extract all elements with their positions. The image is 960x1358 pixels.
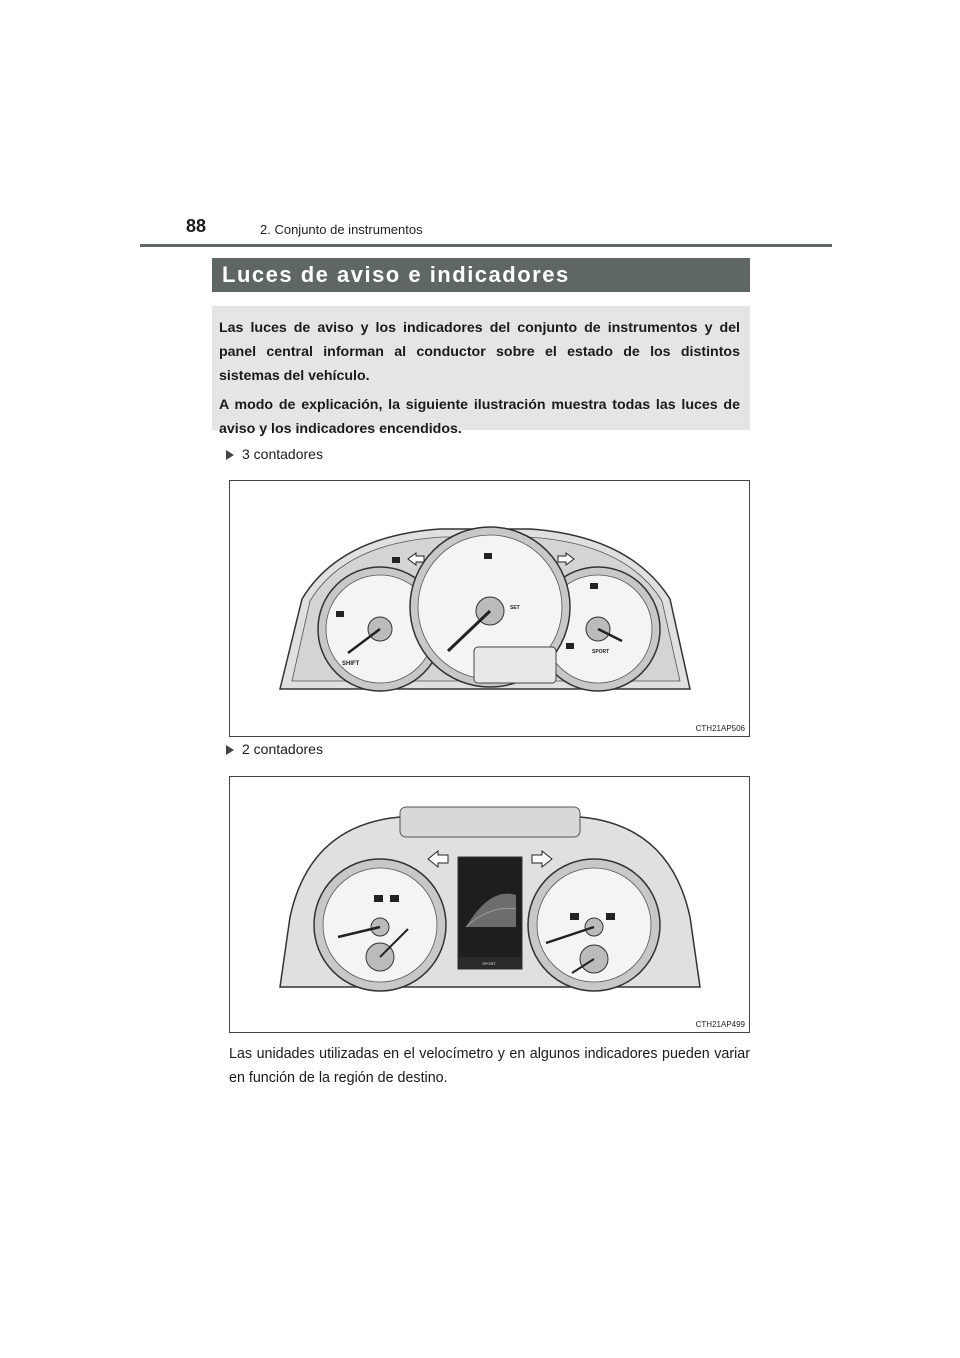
- triangle-bullet-icon: [226, 450, 234, 460]
- triangle-bullet-icon: [226, 745, 234, 755]
- sport-label: SPORT: [482, 961, 496, 966]
- intro-box: [212, 306, 750, 437]
- sport-label: SPORT: [592, 649, 610, 655]
- intro-paragraph-2: A modo de explicación, la siguiente ilustración muestra todas las luces de aviso y los indicadores encendidos.: [219, 397, 740, 437]
- footer-text: Las unidades utilizadas en el velocímetro y en algunos indicadores pueden variar en función de la región de destino.: [229, 1046, 750, 1086]
- bullet-label: 2 contadores: [242, 741, 323, 757]
- header-rule: [140, 244, 832, 247]
- set-label: SET: [510, 605, 520, 611]
- two-gauge-cluster-illustration: [230, 777, 749, 1032]
- intro-paragraph-1: Las luces de aviso y los indicadores del conjunto de instrumentos y del panel central informan al conductor sobre el estado de los distintos sistemas del vehículo.: [219, 320, 740, 384]
- three-gauge-cluster-illustration: [230, 481, 749, 736]
- page-number: 88: [186, 216, 207, 236]
- bullet-two-gauges: [226, 741, 323, 757]
- figure-code: CTH21AP506: [695, 724, 745, 733]
- figure-three-gauges: [229, 480, 750, 737]
- shift-label: SHIFT: [342, 661, 360, 667]
- section-header: 2. Conjunto de instrumentos: [260, 222, 423, 237]
- section-title: Luces de aviso e indicadores: [212, 258, 750, 292]
- figure-code: CTH21AP499: [695, 1020, 745, 1029]
- bullet-three-gauges: [226, 446, 323, 462]
- bullet-label: 3 contadores: [242, 446, 323, 462]
- figure-two-gauges: [229, 776, 750, 1033]
